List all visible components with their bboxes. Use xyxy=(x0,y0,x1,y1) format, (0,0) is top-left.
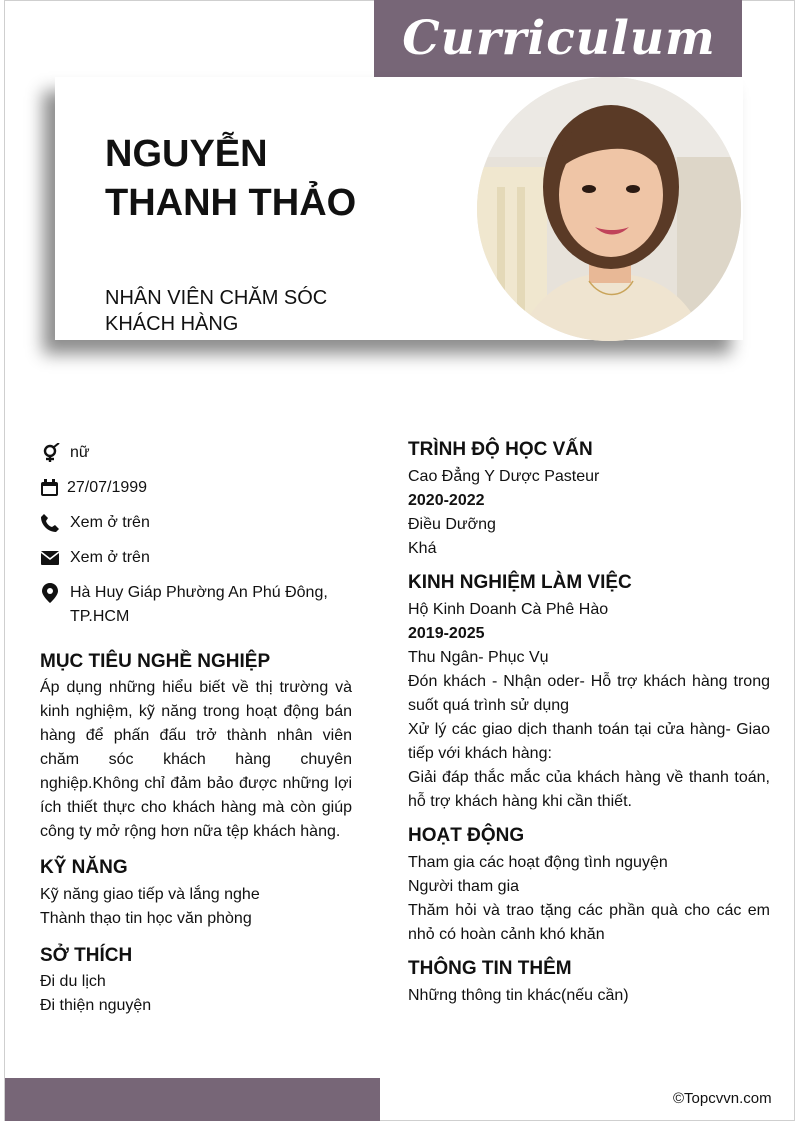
experience-description: Giải đáp thắc mắc của khách hàng về thanh toán, hỗ trợ khách hàng khi cần thiết. xyxy=(408,769,770,810)
education-years: 2020-2022 xyxy=(408,492,485,509)
hobby-item: Đi du lịch xyxy=(40,973,106,990)
copyright: ©Topcvvn.com xyxy=(673,1090,772,1107)
objective-text: Áp dụng những hiểu biết về thị trường và kinh nghiệm, kỹ năng trong hoạt động bán hàng để phấn đấu trở thành nhân viên chăm sóc khách hàng chuyên nghiệp.Không chỉ đảm bảo được những lợi ích thiết thực cho khách hàng mà còn giúp công ty mở rộng hơn nữa tệp khách hàng. xyxy=(40,679,352,840)
gender-value: nữ xyxy=(70,444,90,461)
education-grade: Khá xyxy=(408,540,437,557)
portrait-illustration xyxy=(477,77,741,341)
full-name: NGUYỄN THANH THẢO xyxy=(105,133,357,224)
activity-description: Thăm hỏi và trao tặng các phần quà cho các em nhỏ có hoàn cảnh khó khăn xyxy=(408,902,770,943)
phone-value: Xem ở trên xyxy=(70,514,150,531)
experience-years: 2019-2025 xyxy=(408,625,485,642)
education-school: Cao Đẳng Y Dược Pasteur xyxy=(408,468,600,485)
education-title: TRÌNH ĐỘ HỌC VẤN xyxy=(408,439,593,460)
profile-photo xyxy=(477,77,741,341)
email-value: Xem ở trên xyxy=(70,549,150,566)
objective-title: MỤC TIÊU NGHỀ NGHIỆP xyxy=(40,651,271,672)
email-icon xyxy=(40,548,60,568)
additional-text: Những thông tin khác(nếu cần) xyxy=(408,987,629,1004)
additional-title: THÔNG TIN THÊM xyxy=(408,958,572,979)
activities-title: HOẠT ĐỘNG xyxy=(408,825,525,846)
experience-company: Hộ Kinh Doanh Cà Phê Hào xyxy=(408,601,609,618)
experience-description: Đón khách - Nhận oder- Hỗ trợ khách hàng trong suốt quá trình sử dụng xyxy=(408,673,770,714)
birthday-value: 27/07/1999 xyxy=(67,479,148,496)
job-title: NHÂN VIÊN CHĂM SÓC KHÁCH HÀNG xyxy=(105,287,328,335)
location-icon xyxy=(40,583,60,603)
gender-icon xyxy=(40,443,60,463)
phone-icon xyxy=(40,513,60,533)
cv-title: Curriculum xyxy=(402,11,716,66)
footer-bar xyxy=(5,1078,380,1121)
experience-description: Xử lý các giao dịch thanh toán tại cửa hàng- Giao tiếp với khách hàng: xyxy=(408,721,770,762)
activity-role: Người tham gia xyxy=(408,878,520,895)
hobbies-title: SỞ THÍCH xyxy=(40,945,133,966)
hobby-item: Đi thiện nguyện xyxy=(40,997,152,1014)
experience-title: KINH NGHIỆM LÀM VIỆC xyxy=(408,572,632,593)
skills-title: KỸ NĂNG xyxy=(40,857,128,878)
experience-position: Thu Ngân- Phục Vụ xyxy=(408,649,549,666)
calendar-icon xyxy=(40,478,60,498)
skill-item: Thành thạo tin học văn phòng xyxy=(40,910,252,927)
education-major: Điều Dưỡng xyxy=(408,516,496,533)
skill-item: Kỹ năng giao tiếp và lắng nghe xyxy=(40,886,260,903)
activity-name: Tham gia các hoạt động tình nguyện xyxy=(408,854,668,871)
address-value: Hà Huy Giáp Phường An Phú Đông, TP.HCM xyxy=(70,584,328,625)
